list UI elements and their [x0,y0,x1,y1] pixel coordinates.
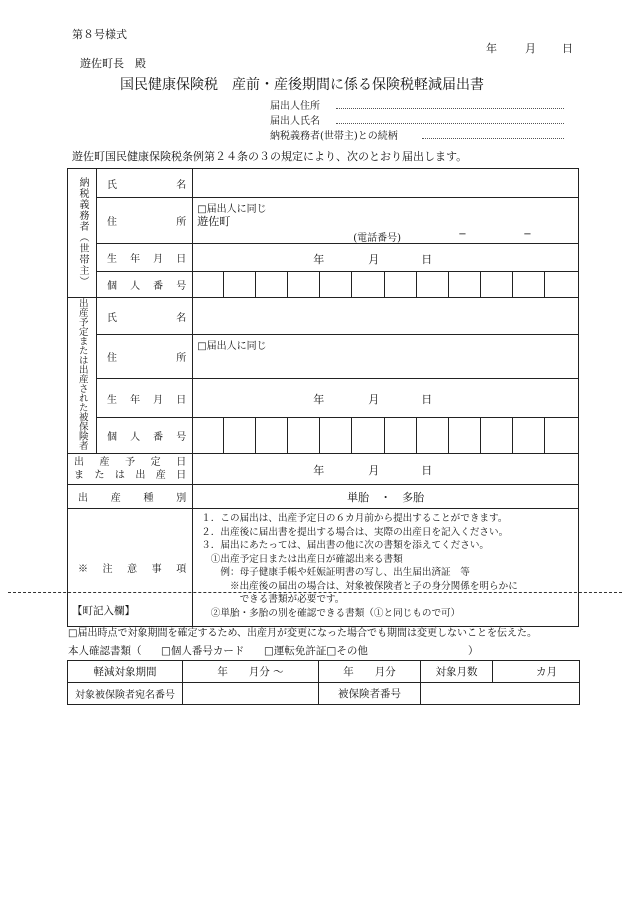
date-year-label: 年 [486,42,497,55]
form-number: 第８号様式 [72,28,127,41]
insured-dob-day: 日 [421,393,433,407]
id-docs-license-other-checkbox[interactable]: □運転免許証□その他 [264,645,368,657]
note-line: ２．出産後に届出書を提出する場合は、実際の出産日を記入ください。 [201,526,509,538]
date-month-label: 月 [525,42,536,55]
period-label: 軽減対象期間 [68,661,183,683]
due-date-field[interactable] [193,454,579,485]
intro-text: 遊佐町国民健康保険税条例第２４条の３の規定により、次のとおり届出します。 [72,150,468,163]
insured-dob-label: 生年月日 [97,379,193,418]
taxpayer-dob-field[interactable] [193,244,579,272]
insured-id-digit-10[interactable] [480,418,512,454]
taxpayer-id-label: 個人番号 [97,272,193,298]
id-docs-label: 本人確認書類（ [68,645,142,657]
insured-id-digit-6[interactable] [352,418,384,454]
insured-address-field[interactable] [193,335,579,379]
taxpayer-dob-year: 年 [313,252,325,266]
date-day-label: 日 [562,42,573,55]
insured-id-digit-1[interactable] [193,418,224,454]
taxpayer-address-field[interactable] [193,198,579,244]
note-line: ①出産予定日または出産日が確認出来る書類 [201,553,403,565]
months-label: 対象月数 [421,661,493,683]
phone-label: (電話番号) [353,233,402,244]
insured-no-label: 被保険者番号 [319,683,421,705]
insured-id-digit-2[interactable] [224,418,256,454]
taxpayer-address-label: 住所 [97,198,193,244]
taxpayer-id-digit-6[interactable] [352,272,384,298]
main-form-table [67,168,579,627]
note-line: 例：母子健康手帳や妊娠証明書の写し、出生届出済証 等 [201,567,470,578]
note-line: ※出産後の届出の場合は、対象被保険者と子の身分関係を明らかに [201,580,518,592]
note-line: ②単胎・多胎の別を確認できる書類（①と同じもので可） [201,607,461,619]
taxpayer-section-label: 納税義務者（世帯主） [68,169,97,298]
period-value-from[interactable]: 年 月分 〜 [183,661,319,683]
insured-dob-field[interactable] [193,379,579,418]
taxpayer-dob-label: 生年月日 [97,244,193,272]
id-docs-close: ） [468,645,479,657]
taxpayer-id-digit-2[interactable] [224,272,256,298]
insured-id-label: 個人番号 [97,418,193,454]
insured-id-digit-5[interactable] [320,418,352,454]
taxpayer-dob-month: 月 [368,252,380,266]
taxpayer-dob-day: 日 [421,252,433,266]
taxpayer-id-digit-4[interactable] [288,272,320,298]
phone-dash-1: − [458,229,467,240]
office-table [67,660,580,705]
insured-id-digit-3[interactable] [256,418,288,454]
taxpayer-name-field[interactable] [193,169,579,198]
note-line: ３．届出にあたっては、届出書の他に次の書類を添えてください。 [201,540,490,551]
insured-same-checkbox[interactable]: □届出人に同じ [197,341,267,353]
notifier-relation-field[interactable] [422,138,564,139]
insured-dob-year: 年 [313,393,325,407]
insured-id-digit-12[interactable] [544,418,578,454]
office-header: 【町記入欄】 [72,605,135,617]
taxpayer-id-digit-10[interactable] [480,272,512,298]
insured-name-field[interactable] [193,298,579,335]
taxpayer-id-digit-5[interactable] [320,272,352,298]
taxpayer-same-checkbox[interactable]: □届出人に同じ [197,204,267,215]
insured-id-digit-4[interactable] [288,418,320,454]
birth-type-label: 出産種別 [68,485,193,509]
due-year: 年 [313,463,325,477]
due-month: 月 [368,463,380,477]
taxpayer-id-digit-3[interactable] [256,272,288,298]
period-value-to[interactable]: 年 月分 [319,661,421,683]
taxpayer-name-label: 氏名 [97,169,193,198]
taxpayer-id-digit-11[interactable] [512,272,544,298]
insured-id-digit-7[interactable] [384,418,416,454]
cut-line-divider [8,592,622,593]
insured-dob-month: 月 [368,393,380,407]
notes-label: ※注意事項 [68,509,193,627]
notes-content [193,509,579,627]
notifier-name-field[interactable] [336,123,564,124]
insured-address-label: 住所 [97,335,193,379]
phone-dash-2: − [523,229,532,240]
addr-no-field[interactable] [183,683,319,705]
note-line: できる書類が必要です。 [201,594,345,605]
due-day: 日 [421,463,433,477]
notifier-name-label: 届出人氏名 [270,116,320,127]
insured-no-field[interactable] [421,683,580,705]
birth-type-value[interactable]: 単胎 ・ 多胎 [193,485,579,509]
taxpayer-id-digit-1[interactable] [193,272,224,298]
id-docs-mynumber-checkbox[interactable]: □個人番号カード [161,645,245,657]
insured-section-label: 出産予定または出産された被保険者 [68,298,97,454]
page-title: 国民健康保険税 産前・産後期間に係る保険税軽減届出書 [120,77,484,93]
notifier-relation-label: 納税義務者(世帯主)との続柄 [270,131,398,142]
months-field[interactable]: カ月 [493,661,580,683]
office-check-line[interactable]: □届出時点で対象期間を確定するため、出産月が変更になった場合でも期間は変更しないことを伝えた。 [68,628,538,639]
addr-no-label: 対象被保険者宛名番号 [68,683,183,705]
taxpayer-town: 遊佐町 [197,215,231,228]
insured-id-digit-9[interactable] [448,418,480,454]
taxpayer-id-digit-9[interactable] [448,272,480,298]
addressee: 遊佐町長 殿 [80,57,146,70]
notifier-address-field[interactable] [336,108,564,109]
notifier-address-label: 届出人住所 [270,101,320,112]
insured-name-label: 氏名 [97,298,193,335]
note-line: １．この届出は、出産予定日の６カ月前から提出することができます。 [201,513,508,524]
insured-id-digit-8[interactable] [416,418,448,454]
due-date-label: 出産予定日 または出産日 [68,454,193,485]
taxpayer-id-digit-8[interactable] [416,272,448,298]
taxpayer-id-digit-12[interactable] [544,272,578,298]
insured-id-digit-11[interactable] [512,418,544,454]
taxpayer-id-digit-7[interactable] [384,272,416,298]
